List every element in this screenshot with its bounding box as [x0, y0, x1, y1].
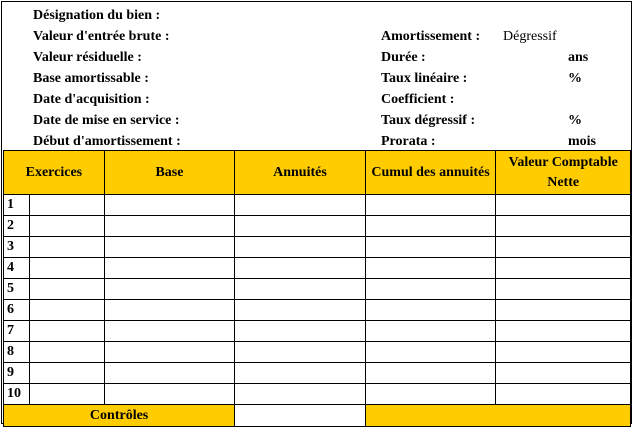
annuite-cell[interactable]	[235, 300, 366, 321]
row-number: 5	[4, 279, 30, 300]
table-row	[4, 363, 631, 384]
vnc-cell[interactable]	[496, 363, 631, 384]
cumul-cell[interactable]	[365, 384, 496, 405]
exercice-cell[interactable]	[29, 258, 104, 279]
controls-row	[4, 405, 631, 427]
exercice-cell[interactable]	[29, 321, 104, 342]
table-row	[4, 342, 631, 363]
base-cell[interactable]	[104, 363, 234, 384]
duree-label: Durée :	[381, 50, 426, 65]
vnc-cell[interactable]	[496, 300, 631, 321]
residual-value-label: Valeur résiduelle :	[33, 50, 142, 65]
row-number: 4	[4, 258, 30, 279]
exercice-cell[interactable]	[29, 195, 104, 216]
exercice-cell[interactable]	[29, 237, 104, 258]
coefficient-label: Coefficient :	[381, 92, 455, 107]
base-cell[interactable]	[104, 321, 234, 342]
cumul-cell[interactable]	[365, 258, 496, 279]
vnc-cell[interactable]	[496, 237, 631, 258]
vnc-cell[interactable]	[496, 384, 631, 405]
base-cell[interactable]	[104, 300, 234, 321]
depreciation-table	[3, 150, 631, 427]
cumul-cell[interactable]	[365, 279, 496, 300]
depreciation-start-label: Début d'amortissement :	[33, 134, 181, 149]
controls-summary-cell	[365, 405, 630, 427]
vnc-cell[interactable]	[496, 279, 631, 300]
table-row	[4, 195, 631, 216]
header-annuites: Annuités	[235, 151, 366, 195]
row-number: 2	[4, 216, 30, 237]
duree-unit: ans	[568, 50, 589, 65]
amortissement-value: Dégressif	[503, 29, 557, 44]
row-number: 3	[4, 237, 30, 258]
row-number: 9	[4, 363, 30, 384]
row-number: 7	[4, 321, 30, 342]
row-number: 6	[4, 300, 30, 321]
annuite-cell[interactable]	[235, 279, 366, 300]
prorata-label: Prorata :	[381, 134, 436, 149]
taux-lineaire-label: Taux linéaire :	[381, 71, 468, 86]
table-row	[4, 300, 631, 321]
base-cell[interactable]	[104, 216, 234, 237]
vnc-cell[interactable]	[496, 321, 631, 342]
base-cell[interactable]	[104, 384, 234, 405]
cumul-cell[interactable]	[365, 216, 496, 237]
taux-degressif-unit: %	[568, 113, 582, 128]
table-row	[4, 258, 631, 279]
controls-annuites-cell[interactable]	[235, 405, 366, 427]
vnc-cell[interactable]	[496, 216, 631, 237]
service-date-label: Date de mise en service :	[33, 113, 180, 128]
annuite-cell[interactable]	[235, 258, 366, 279]
header-cumul-annuites: Cumul des annuités	[365, 151, 496, 195]
cumul-cell[interactable]	[365, 363, 496, 384]
base-cell[interactable]	[104, 237, 234, 258]
vnc-cell[interactable]	[496, 342, 631, 363]
amortization-sheet	[1, 1, 632, 424]
header-exercices: Exercices	[4, 151, 105, 195]
taux-lineaire-unit: %	[568, 71, 582, 86]
cumul-cell[interactable]	[365, 300, 496, 321]
base-cell[interactable]	[104, 258, 234, 279]
asset-info-section	[2, 2, 631, 150]
exercice-cell[interactable]	[29, 279, 104, 300]
annuite-cell[interactable]	[235, 195, 366, 216]
header-base: Base	[104, 151, 234, 195]
annuite-cell[interactable]	[235, 342, 366, 363]
annuite-cell[interactable]	[235, 384, 366, 405]
table-header-row	[4, 151, 631, 195]
exercice-cell[interactable]	[29, 363, 104, 384]
annuite-cell[interactable]	[235, 321, 366, 342]
prorata-unit: mois	[568, 134, 596, 149]
header-vnc: Valeur Comptable Nette	[496, 151, 631, 195]
table-row	[4, 216, 631, 237]
base-cell[interactable]	[104, 279, 234, 300]
designation-label: Désignation du bien :	[33, 8, 161, 23]
table-row	[4, 237, 631, 258]
amortissement-label: Amortissement :	[381, 29, 481, 44]
cumul-cell[interactable]	[365, 321, 496, 342]
row-number: 8	[4, 342, 30, 363]
vnc-cell[interactable]	[496, 258, 631, 279]
vnc-cell[interactable]	[496, 195, 631, 216]
cumul-cell[interactable]	[365, 237, 496, 258]
base-cell[interactable]	[104, 195, 234, 216]
controls-label: Contrôles	[4, 405, 235, 427]
exercice-cell[interactable]	[29, 216, 104, 237]
exercice-cell[interactable]	[29, 384, 104, 405]
table-row	[4, 279, 631, 300]
cumul-cell[interactable]	[365, 342, 496, 363]
annuite-cell[interactable]	[235, 363, 366, 384]
annuite-cell[interactable]	[235, 237, 366, 258]
cumul-cell[interactable]	[365, 195, 496, 216]
acquisition-date-label: Date d'acquisition :	[33, 92, 150, 107]
taux-degressif-label: Taux dégressif :	[381, 113, 476, 128]
row-number: 1	[4, 195, 30, 216]
gross-value-label: Valeur d'entrée brute :	[33, 29, 170, 44]
table-row	[4, 321, 631, 342]
table-row	[4, 384, 631, 405]
row-number: 10	[4, 384, 30, 405]
annuite-cell[interactable]	[235, 216, 366, 237]
depreciable-base-label: Base amortissable :	[33, 71, 149, 86]
base-cell[interactable]	[104, 342, 234, 363]
exercice-cell[interactable]	[29, 300, 104, 321]
exercice-cell[interactable]	[29, 342, 104, 363]
